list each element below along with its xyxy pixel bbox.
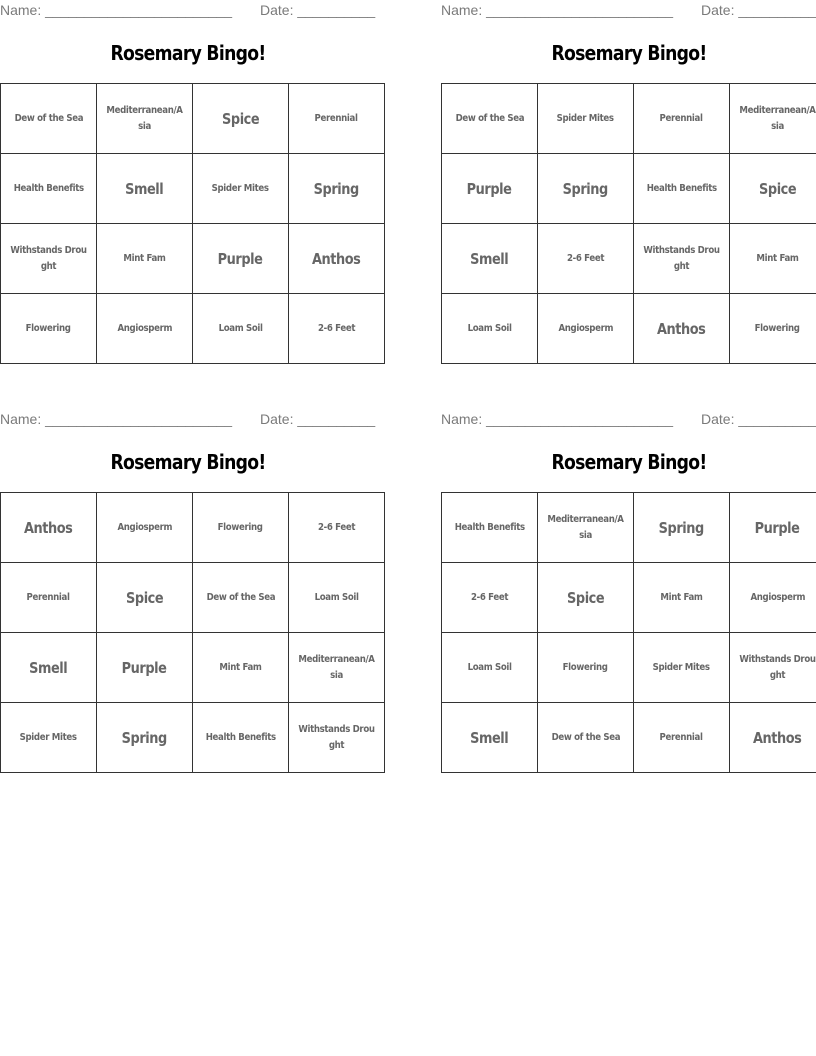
bingo-cell: 2-6 Feet	[289, 493, 385, 563]
grid-row	[1, 224, 385, 294]
bingo-cell: Flowering	[193, 493, 289, 563]
bingo-cell: Anthos	[1, 493, 97, 563]
bingo-cell: Anthos	[289, 224, 385, 294]
grid-row	[1, 703, 385, 773]
bingo-cell: Health Benefits	[1, 154, 97, 224]
grid-row	[442, 563, 816, 633]
name-date-row	[441, 2, 816, 20]
bingo-cell: 2-6 Feet	[442, 563, 538, 633]
bingo-cell: Angiosperm	[538, 294, 634, 364]
bingo-cell: Loam Soil	[442, 633, 538, 703]
bingo-cell: 2-6 Feet	[538, 224, 634, 294]
name-field[interactable]: Name: ________________________	[441, 411, 673, 427]
name-date-row	[0, 411, 376, 429]
grid-row	[1, 154, 385, 224]
bingo-cell: Loam Soil	[193, 294, 289, 364]
grid-row	[442, 493, 816, 563]
bingo-cell: Spring	[97, 703, 193, 773]
date-field[interactable]: Date: __________	[260, 2, 376, 18]
bingo-cell: Smell	[97, 154, 193, 224]
name-field[interactable]: Name: ________________________	[441, 2, 673, 18]
bingo-grid	[0, 83, 385, 364]
bingo-cell: Purple	[193, 224, 289, 294]
bingo-cell: Health Benefits	[442, 493, 538, 563]
grid-row	[442, 154, 816, 224]
bingo-cell: Withstands Drought	[730, 633, 816, 703]
bingo-cell: Dew of the Sea	[442, 84, 538, 154]
bingo-cell: Health Benefits	[193, 703, 289, 773]
bingo-cell: Smell	[442, 224, 538, 294]
grid-row	[442, 633, 816, 703]
bingo-cell: Anthos	[634, 294, 730, 364]
bingo-cell: Perennial	[289, 84, 385, 154]
bingo-cell: Loam Soil	[289, 563, 385, 633]
date-field[interactable]: Date: __________	[701, 2, 816, 18]
bingo-cell: Smell	[442, 703, 538, 773]
name-date-row	[441, 411, 816, 429]
grid-row	[1, 493, 385, 563]
bingo-cell: Purple	[97, 633, 193, 703]
grid-row	[1, 563, 385, 633]
bingo-cell: Loam Soil	[442, 294, 538, 364]
bingo-cell: Health Benefits	[634, 154, 730, 224]
bingo-cell: Flowering	[1, 294, 97, 364]
name-field[interactable]: Name: ________________________	[0, 411, 232, 427]
bingo-cell: Spice	[730, 154, 816, 224]
bingo-cell: Mediterranean/Asia	[730, 84, 816, 154]
bingo-cell: Spider Mites	[1, 703, 97, 773]
bingo-cell: Mint Fam	[193, 633, 289, 703]
bingo-cell: Mint Fam	[730, 224, 816, 294]
bingo-card-2	[441, 0, 816, 375]
bingo-card-1	[0, 0, 376, 375]
bingo-cell: Spider Mites	[193, 154, 289, 224]
bingo-cell: Withstands Drought	[634, 224, 730, 294]
bingo-cell: Withstands Drought	[289, 703, 385, 773]
name-field[interactable]: Name: ________________________	[0, 2, 232, 18]
card-title: Rosemary Bingo!	[551, 41, 707, 65]
bingo-cell: Mint Fam	[97, 224, 193, 294]
bingo-cell: Spice	[97, 563, 193, 633]
bingo-cell: Mint Fam	[634, 563, 730, 633]
bingo-cell: Purple	[730, 493, 816, 563]
bingo-card-3	[0, 409, 376, 784]
bingo-cell: Dew of the Sea	[538, 703, 634, 773]
bingo-grid	[441, 83, 816, 364]
bingo-cell: Mediterranean/Asia	[289, 633, 385, 703]
bingo-cell: Spider Mites	[538, 84, 634, 154]
bingo-cell: Mediterranean/Asia	[538, 493, 634, 563]
card-title: Rosemary Bingo!	[551, 450, 707, 474]
bingo-cell: Angiosperm	[97, 493, 193, 563]
bingo-cell: Spice	[193, 84, 289, 154]
bingo-cell: Dew of the Sea	[193, 563, 289, 633]
name-date-row	[0, 2, 376, 20]
bingo-card-4	[441, 409, 816, 784]
date-field[interactable]: Date: __________	[701, 411, 816, 427]
bingo-cell: Angiosperm	[97, 294, 193, 364]
date-field[interactable]: Date: __________	[260, 411, 376, 427]
bingo-cell: Perennial	[634, 84, 730, 154]
bingo-grid	[441, 492, 816, 773]
grid-row	[1, 84, 385, 154]
bingo-cell: Perennial	[634, 703, 730, 773]
bingo-grid	[0, 492, 385, 773]
bingo-cell: Spring	[538, 154, 634, 224]
bingo-cell: Angiosperm	[730, 563, 816, 633]
card-title: Rosemary Bingo!	[110, 450, 266, 474]
grid-row	[1, 294, 385, 364]
bingo-cell: Dew of the Sea	[1, 84, 97, 154]
bingo-cell: Perennial	[1, 563, 97, 633]
bingo-cell: Spring	[634, 493, 730, 563]
grid-row	[442, 703, 816, 773]
grid-row	[442, 294, 816, 364]
card-title: Rosemary Bingo!	[110, 41, 266, 65]
bingo-cell: Spice	[538, 563, 634, 633]
bingo-cell: Withstands Drought	[1, 224, 97, 294]
bingo-cell: Mediterranean/Asia	[97, 84, 193, 154]
bingo-cell: Anthos	[730, 703, 816, 773]
grid-row	[442, 84, 816, 154]
bingo-cell: 2-6 Feet	[289, 294, 385, 364]
bingo-cell: Smell	[1, 633, 97, 703]
grid-row	[442, 224, 816, 294]
bingo-cell: Spider Mites	[634, 633, 730, 703]
bingo-cell: Spring	[289, 154, 385, 224]
bingo-cell: Flowering	[538, 633, 634, 703]
grid-row	[1, 633, 385, 703]
bingo-cell: Purple	[442, 154, 538, 224]
bingo-cell: Flowering	[730, 294, 816, 364]
